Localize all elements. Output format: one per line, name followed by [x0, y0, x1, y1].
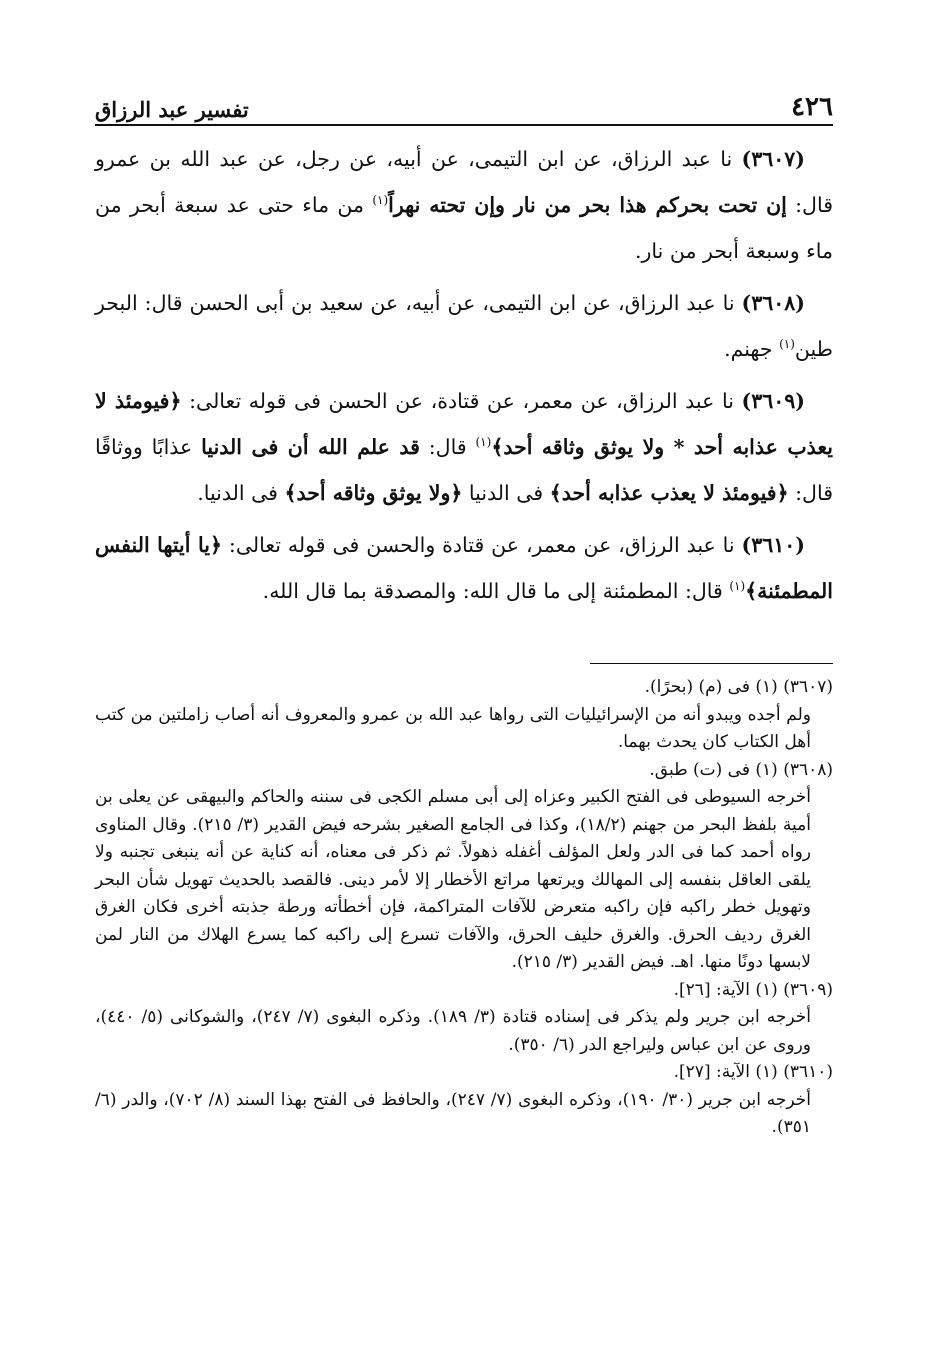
hadith-number: (٣٦١٠) [741, 533, 805, 557]
quran-bracket-open: ﴿ [169, 389, 182, 413]
footnote-marker: (١) [729, 579, 746, 594]
quran-bracket-close: ﴾ [491, 435, 504, 459]
footnote-body: أخرجه ابن جرير ولم يذكر فى إسناده قتادة (٣/ ١٨٩). وذكره البغوى (٧/ ٢٤٧)، والشوكانى (٥/ ٤٤٠)، وروى عن ابن عباس وليراجع الدر (٦/ ٣٥٠). [95, 1007, 811, 1055]
quran-bracket-close: ﴾ [745, 579, 758, 603]
footnote-ref: (٣٦٠٩) (١) الآية: [٢٦]. [673, 979, 833, 1000]
quran-bracket-close: ﴾ [284, 481, 297, 505]
quran-bracket-open: ﴿ [450, 481, 463, 505]
footnote-marker: (١) [475, 435, 492, 450]
footnote-ref: (٣٦٠٨) (١) فى (ت) طبق. [649, 759, 833, 780]
hadith-number: (٣٦٠٧) [741, 147, 805, 171]
hadith-text: قال: المطمئنة إلى ما قال الله: والمصدقة بما قال الله. [262, 579, 730, 603]
book-title: تفسير عبد الرزاق [95, 97, 249, 122]
quran-verse: ولا يوثق وثاقه أحد [296, 481, 451, 505]
footnote-ref: (٣٦١٠) (١) الآية: [٢٧]. [673, 1062, 833, 1082]
quran-verse: فيومئذ لا يعذب عذابه أحد * ولا يوثق وثاقه أحد [95, 389, 833, 459]
bold-quote: إن تحت بحركم هذا بحر من نار وإن تحته نهراً [388, 193, 787, 217]
footnote-3607 [95, 674, 833, 757]
hadith-text: قال: [419, 435, 476, 459]
footnote-3609 [95, 977, 833, 1060]
hadith-number: (٣٦٠٨) [741, 291, 805, 315]
quran-bracket-close: ﴾ [549, 481, 562, 505]
footnote-body: أخرجه ابن جرير (٣٠/ ١٩٠)، وذكره البغوى (٧/ ٢٤٧)، والحافظ فى الفتح بهذا السند (٨/ ٧٠٢)، والدر (٦/ ٣٥١). [95, 1089, 811, 1137]
hadith-text: فى الدنيا. [197, 481, 285, 505]
header-rule [95, 124, 833, 126]
footnotes [95, 674, 833, 1142]
running-header [95, 82, 833, 120]
footnote-ref: (٣٦٠٧) (١) فى (م) (بحرًا). [644, 677, 833, 697]
hadith-text: جهنم. [724, 337, 780, 361]
hadith-text: فى الدنيا [462, 481, 550, 505]
hadith-3609 [95, 378, 833, 516]
hadith-text: نا عبد الرزاق، عن معمر، عن قتادة والحسن فى قوله تعالى: [221, 533, 742, 557]
bold-quote: قد علم الله أن فى الدنيا [201, 435, 420, 459]
quran-verse: فيومئذ لا يعذب عذابه أحد [561, 481, 777, 505]
hadith-3608 [95, 280, 833, 372]
hadith-text: من ماء حتى عد سبعة أبحر من ماء وسبعة أبحر من نار. [95, 193, 833, 263]
hadith-number: (٣٦٠٩) [741, 389, 805, 413]
quran-bracket-open: ﴿ [209, 533, 222, 557]
footnote-marker: (١) [779, 337, 795, 352]
quran-bracket-open: ﴿ [776, 481, 789, 505]
footnote-marker: (١) [372, 193, 389, 208]
footnote-body: ولم أجده ويبدو أنه من الإسرائيليات التى رواها عبد الله بن عمرو والمعروف أنه أصاب زاملتين من كتب أهل الكتاب كان يحدث بهما. [95, 704, 811, 752]
main-text [95, 136, 833, 620]
hadith-3607 [95, 136, 833, 274]
hadith-text: عذابًا ووثاقًا قال: [95, 435, 833, 505]
hadith-text: نا عبد الرزاق، عن ابن التيمى، عن أبيه، عن رجل، عن عبد الله بن عمرو قال: [95, 147, 833, 217]
page-number: ٤٢٦ [791, 92, 833, 122]
hadith-text: نا عبد الرزاق، عن معمر، عن قتادة، عن الحسن فى قوله تعالى: [181, 389, 742, 413]
hadith-3610 [95, 522, 833, 614]
hadith-text: نا عبد الرزاق، عن ابن التيمى، عن أبيه، عن سعيد بن أبى الحسن قال: البحر طين [95, 291, 833, 361]
footnote-body: أخرجه السيوطى فى الفتح الكبير وعزاه إلى أبى مسلم الكجى فى سننه والحاكم والبيهقى عن يعلى بن أمية بلفظ البحر من جهنم (١٨/٢)، وكذا فى الجامع الصغير بشرحه فيض القدير (٣/ ٢١٥). وقال المناوى رواه أحمد كما فى الدر ولعل المؤلف أغفله ذهولاً. ثم ذكر فى معناه، أنه كناية عن أنه ينبغى تجنبه ولا يلقى العاقل بنفسه إلى المهالك ويرتعها مراتع الأخطار إلا لأمر دينى. فالقصد بالحديث تهويل شأن البحر وتهويل خطر راكبه فإن راكبه متعرض للآفات المتراكمة، فإن أخطأته ورطة جذبته أخرى فكان الغرق الغرق رديف الحرق. والغرق حليف الحرق، والآفات تسرع إلى راكبه كما يسرع الهلاك من النار لمن لابسها دونًا منها. اهـ. فيض القدير (٣/ ٢١٥). [95, 787, 811, 972]
footnote-3610 [95, 1059, 833, 1142]
footnote-rule [590, 663, 833, 664]
quran-verse: يا أيتها النفس المطمئنة [95, 533, 833, 603]
footnote-3608 [95, 757, 833, 977]
